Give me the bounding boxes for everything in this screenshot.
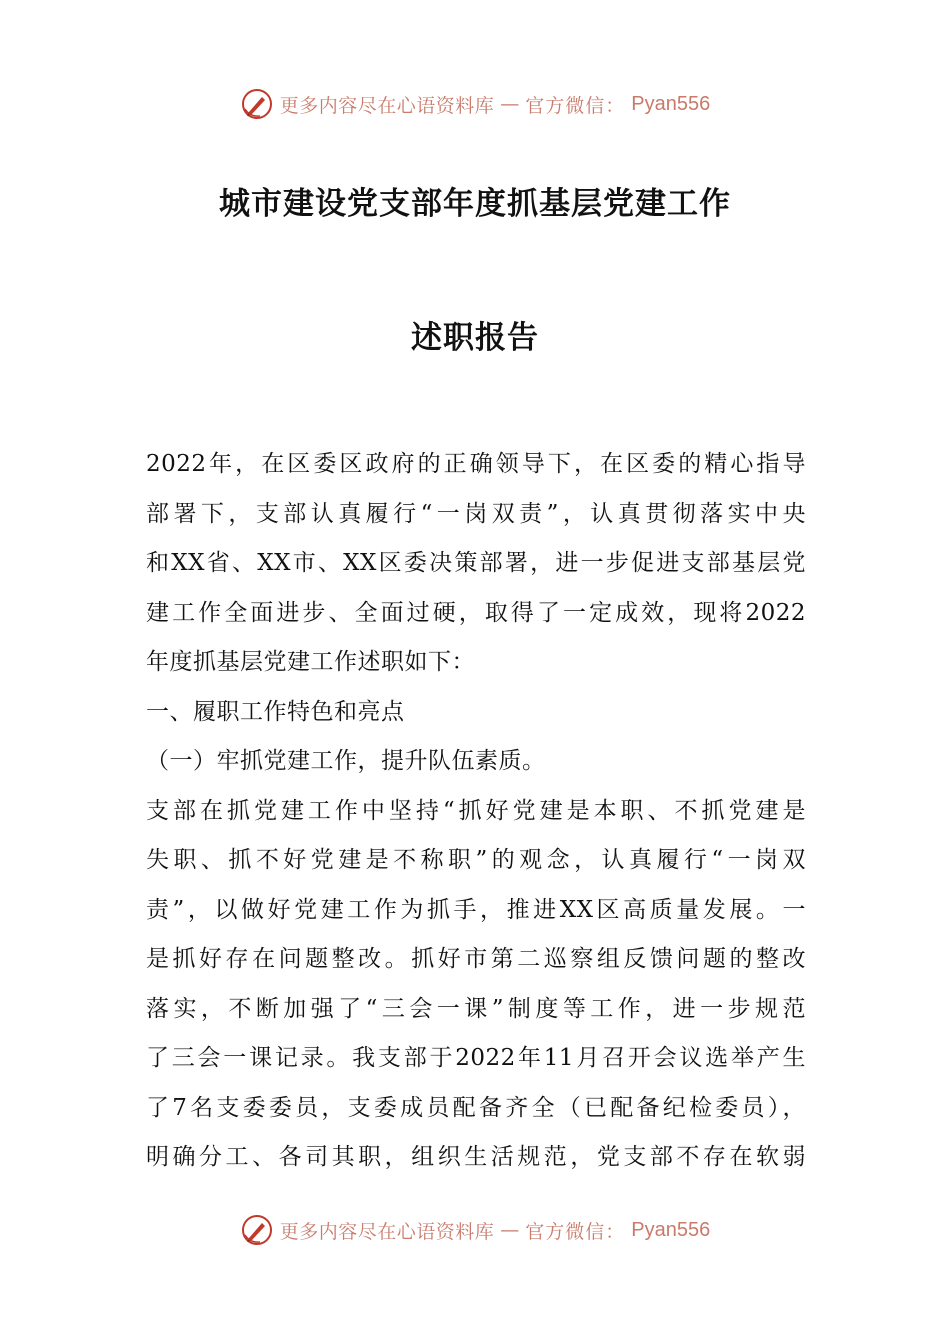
- body-line: 年度抓基层党建工作述职如下：: [146, 649, 475, 675]
- document-title-line-2: 述职报告: [411, 320, 539, 356]
- body-line: 了7名支委委员，支委成员配备齐全（已配备纪检委员），: [146, 1094, 806, 1121]
- body-line: 明确分工、各司其职，组织生活规范，党支部不存在软弱: [146, 1144, 806, 1170]
- body-line: 了三会一课记录。我支部于2022年11月召开会议选举产生: [146, 1045, 806, 1071]
- watermark-separator: —: [500, 1219, 520, 1241]
- watermark-text: 更多内容尽在心语资料库: [279, 1220, 495, 1243]
- body-line: 和XX省、XX市、XX区委决策部署，进一步促进支部基层党: [146, 550, 806, 576]
- body-line: 是抓好存在问题整改。抓好市第二巡察组反馈问题的整改: [146, 946, 806, 972]
- watermark-banner-top: [0, 84, 950, 124]
- section-heading: 一、履职工作特色和亮点: [146, 698, 405, 725]
- watermark-contact-label: 官方微信：: [525, 1220, 626, 1243]
- watermark-contact-label: 官方微信：: [525, 94, 626, 117]
- document-body: [146, 440, 806, 1183]
- body-line: 建工作全面进步、全面过硬，取得了一定成效，现将2022: [146, 599, 806, 626]
- body-line: 落实，不断加强了“三会一课”制度等工作，进一步规范: [146, 995, 806, 1022]
- watermark-wechat-id: Pyan556: [631, 1218, 711, 1241]
- body-line: 2022年，在区委区政府的正确领导下，在区委的精心指导: [146, 451, 806, 477]
- body-line: 部署下，支部认真履行“一岗双责”，认真贯彻落实中央: [146, 500, 806, 527]
- pen-logo-icon: [240, 87, 274, 121]
- watermark-separator: —: [500, 93, 520, 115]
- watermark-wechat-id: Pyan556: [631, 92, 711, 115]
- body-line: 支部在抓党建工作中坚持“抓好党建是本职、不抓党建是: [146, 797, 806, 824]
- pen-logo-icon: [240, 1213, 274, 1247]
- watermark-banner-bottom: [0, 1210, 950, 1250]
- watermark-text: 更多内容尽在心语资料库: [279, 94, 495, 117]
- document-title-line-1: 城市建设党支部年度抓基层党建工作: [219, 186, 731, 222]
- subsection-heading: （一）牢抓党建工作，提升队伍素质。: [146, 748, 546, 774]
- body-line: 责”，以做好党建工作为抓手，推进XX区高质量发展。一: [146, 896, 806, 923]
- body-line: 失职、抓不好党建是不称职”的观念，认真履行“一岗双: [146, 847, 806, 873]
